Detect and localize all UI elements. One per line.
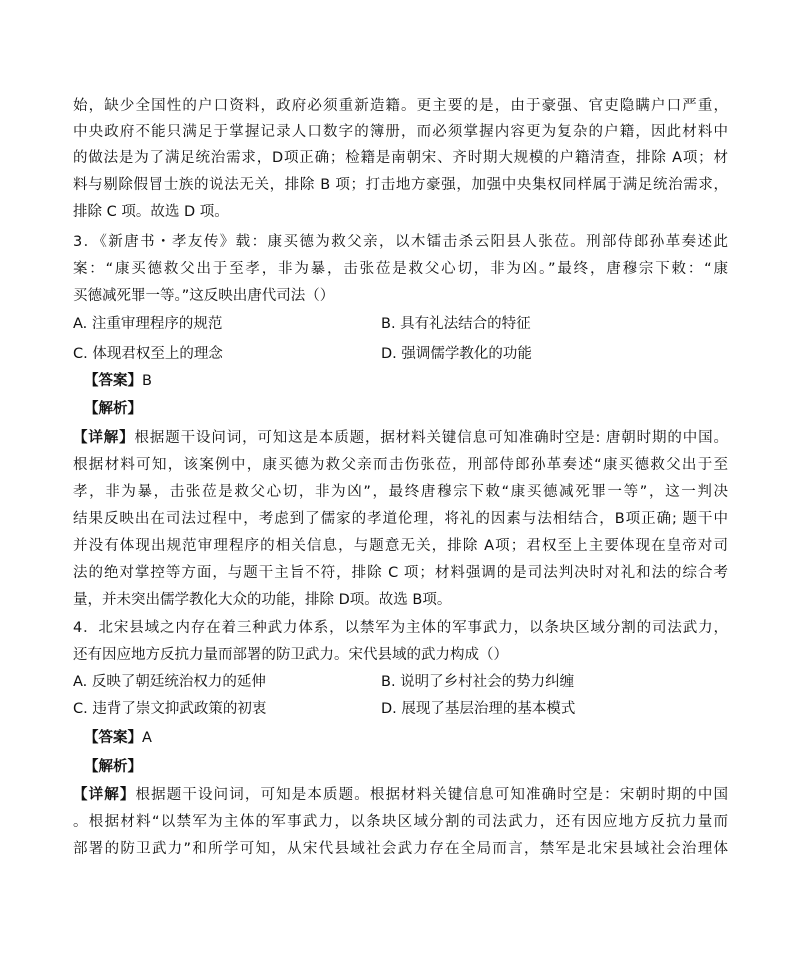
prev-explanation-line-1: 始，缺少全国性的户口资料，政府必须重新造籍。更主要的是，由于豪强、官吏隐瞒户口严重，: [73, 98, 728, 114]
q3-answer: [84, 370, 152, 392]
q3-stem-line-2: 案：“康买德救父出于至孝，非为暴，击张莅是救父心切，非为凶。”最终，唐穆宗下敕：“康: [73, 261, 728, 277]
prev-explanation-line-4: 料与剔除假冒士族的说法无关，排除 B 项；打击地方豪强，加强中央集权同样属于满足统治需求，: [73, 177, 728, 193]
q3-detail-line-6: 法的绝对掌控等方面，与题干主旨不符，排除 C 项；材料强调的是司法判决时对礼和法的综合考: [73, 565, 728, 581]
q3-stem-line-3: 买德减死罪一等。”这反映出唐代司法（）: [73, 288, 335, 304]
q4-detail-label: 【详解】: [73, 787, 136, 803]
q4-option-c: C. 违背了崇文抑武政策的初衷: [73, 701, 267, 717]
q3-option-a: A. 注重审理程序的规范: [73, 316, 223, 332]
q4-answer: [84, 727, 152, 749]
q3-option-b: B. 具有礼法结合的特征: [381, 316, 531, 332]
q3-option-d: D. 强调儒学教化的功能: [381, 346, 532, 362]
q3-detail-label: 【详解】: [73, 430, 135, 446]
q3-detail-line-2: 根据材料可知，该案例中，康买德为救父亲而击伤张莅，刑部侍郎孙革奏述“康买德救父出于至: [73, 457, 728, 473]
q3-answer-value: B: [142, 373, 152, 389]
q4-detail-line-2: 。根据材料“以禁军为主体的军事武力，以条块区域分割的司法武力，还有因应地方反抗力量而: [73, 814, 728, 830]
q4-stem-line-1: 4．北宋县域之内存在着三种武力体系，以禁军为主体的军事武力，以条块区域分割的司法武力，: [73, 620, 728, 636]
q4-answer-value: A: [142, 730, 152, 746]
q4-detail-line-1: [73, 784, 728, 806]
prev-explanation-line-5: 排除 C 项。故选 D 项。: [73, 204, 229, 220]
q3-analysis-label: 【解析】: [84, 401, 142, 417]
q4-stem-line-2: 还有因应地方反抗力量而部署的防卫武力。宋代县域的武力构成（）: [73, 647, 508, 663]
q4-detail-text-1: 根据题干设问词，可知是本质题。根据材料关键信息可知准确时空是：宋朝时期的中国: [135, 787, 728, 803]
q3-option-c: C. 体现君权至上的理念: [73, 346, 223, 362]
q3-detail-line-7: 量，并未突出儒学教化大众的功能，排除 D项。故选 B项。: [73, 592, 452, 608]
q4-option-d: D. 展现了基层治理的基本模式: [381, 701, 576, 717]
q3-detail-line-3: 孝，非为暴，击张莅是救父心切，非为凶”，最终唐穆宗下敕“康买德减死罪一等”，这一判决: [73, 484, 728, 500]
q4-detail-line-3: 部署的防卫武力”和所学可知，从宋代县域社会武力存在全局而言，禁军是北宋县域社会治理体: [73, 841, 728, 857]
q3-answer-label: 【答案】: [84, 373, 142, 389]
q4-option-b: B. 说明了乡村社会的势力纠缠: [381, 674, 575, 690]
prev-explanation-line-3: 的做法是为了满足统治需求，D项正确；检籍是南朝宋、齐时期大规模的户籍清查，排除 A项；材: [73, 150, 728, 166]
q4-answer-label: 【答案】: [84, 730, 142, 746]
q4-analysis-label: 【解析】: [84, 759, 142, 775]
prev-explanation-line-2: 中央政府不能只满足于掌握记录人口数字的簿册，而必须掌握内容更为复杂的户籍，因此材料中: [73, 124, 728, 140]
q3-stem-line-1: 3．《新唐书・孝友传》载：康买德为救父亲，以木镭击杀云阳县人张莅。刑部侍郎孙革奏述此: [73, 234, 728, 250]
q4-option-a: A. 反映了朝廷统治权力的延伸: [73, 674, 266, 690]
q3-detail-line-5: 并没有体现出规范审理程序的相关信息，与题意无关，排除 A项；君权至上主要体现在皇帝对司: [73, 538, 728, 554]
q3-detail-line-4: 结果反映出在司法过程中，考虑到了儒家的孝道伦理，将礼的因素与法相结合，B项正确; 题干中: [73, 511, 728, 527]
q3-detail-line-1: [73, 427, 728, 449]
q3-detail-text-1: 根据题干设问词，可知这是本质题，据材料关键信息可知准确时空是: 唐朝时期的中国。: [134, 430, 728, 446]
